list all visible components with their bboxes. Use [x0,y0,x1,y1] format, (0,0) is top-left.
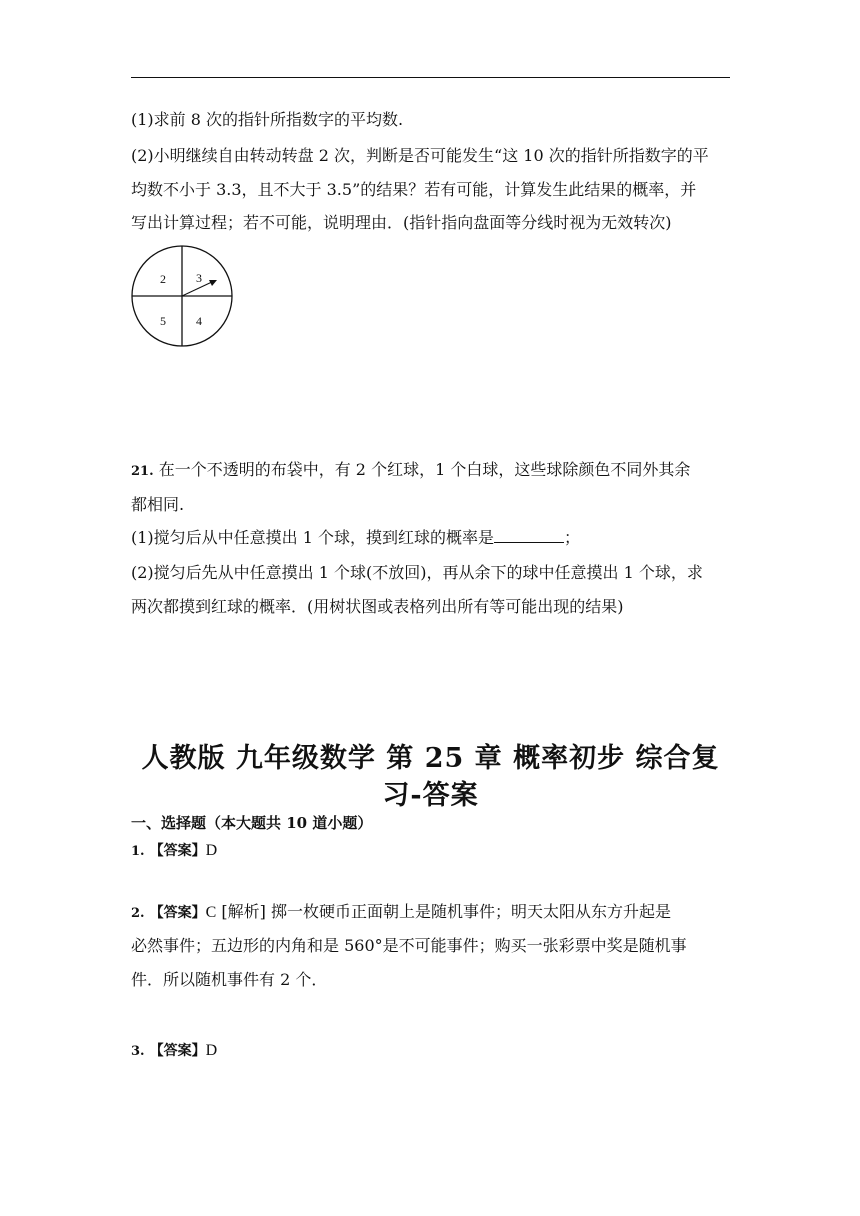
answer-number: 2. [131,906,145,921]
q21-stem-line1 [131,460,730,482]
q21-part2-line1: (2)搅匀后先从中任意摸出 1 个球(不放回)，再从余下的球中任意摸出 1 个球，求 [131,563,703,582]
answer-2-line2: 必然事件；五边形的内角和是 560°是不可能事件；购买一张彩票中奖是随机事 [131,936,687,955]
answer-value: C [205,904,217,921]
spinner-number-5: 5 [160,314,166,328]
q20-part2-line3: 写出计算过程；若不可能，说明理由．(指针指向盘面等分线时视为无效转次) [131,213,672,232]
answer-2-line1 [131,902,730,924]
spinner-number-3: 3 [196,271,202,285]
q21-part1-end: ； [564,528,581,547]
spinner-number-2: 2 [160,272,166,286]
q21-number: 21. [131,464,154,479]
answer-value: D [205,1042,218,1059]
answer-number: 3. [131,1044,145,1059]
section-heading: 一、选择题（本大题共 10 道小题） [131,814,373,832]
q20-part2-line2: 均数不小于 3.3，且不大于 3.5”的结果？若有可能，计算发生此结果的概率，并 [131,180,697,199]
answer-3 [131,1040,730,1062]
answer-tag: 【答案】 [149,905,206,921]
q21-part1 [131,528,730,548]
q20-part2-line1: (2)小明继续自由转动转盘 2 次，判断是否可能发生“这 10 次的指针所指数字的平 [131,146,709,165]
answer-tag: 【答案】 [149,843,206,859]
answer-tag: 【答案】 [149,1043,206,1059]
spinner-number-4: 4 [196,314,202,328]
answer-title-line2: 习-答案 [382,780,479,811]
answer-value: D [205,842,218,859]
q21-part2-line2: 两次都摸到红球的概率．(用树状图或表格列出所有等可能出现的结果) [131,597,624,616]
answer-1 [131,840,730,862]
answer-explanation: [解析] 掷一枚硬币正面朝上是随机事件；明天太阳从东方升起是 [216,902,672,921]
answer-title-line1: 人教版 九年级数学 第 25 章 概率初步 综合复 [141,743,720,774]
q21-stem-text: 在一个不透明的布袋中，有 2 个红球，1 个白球，这些球除颜色不同外其余 [153,460,691,479]
q21-stem-line2: 都相同. [131,495,185,514]
q21-part1-text: (1)搅匀后从中任意摸出 1 个球，摸到红球的概率是 [131,528,495,547]
q20-part1: (1)求前 8 次的指针所指数字的平均数. [131,110,404,129]
answer-blank [494,528,564,543]
answer-2-line3: 件．所以随机事件有 2 个． [131,970,328,989]
spinner-figure [129,244,237,348]
answer-number: 1. [131,844,145,859]
header-rule [131,77,730,78]
